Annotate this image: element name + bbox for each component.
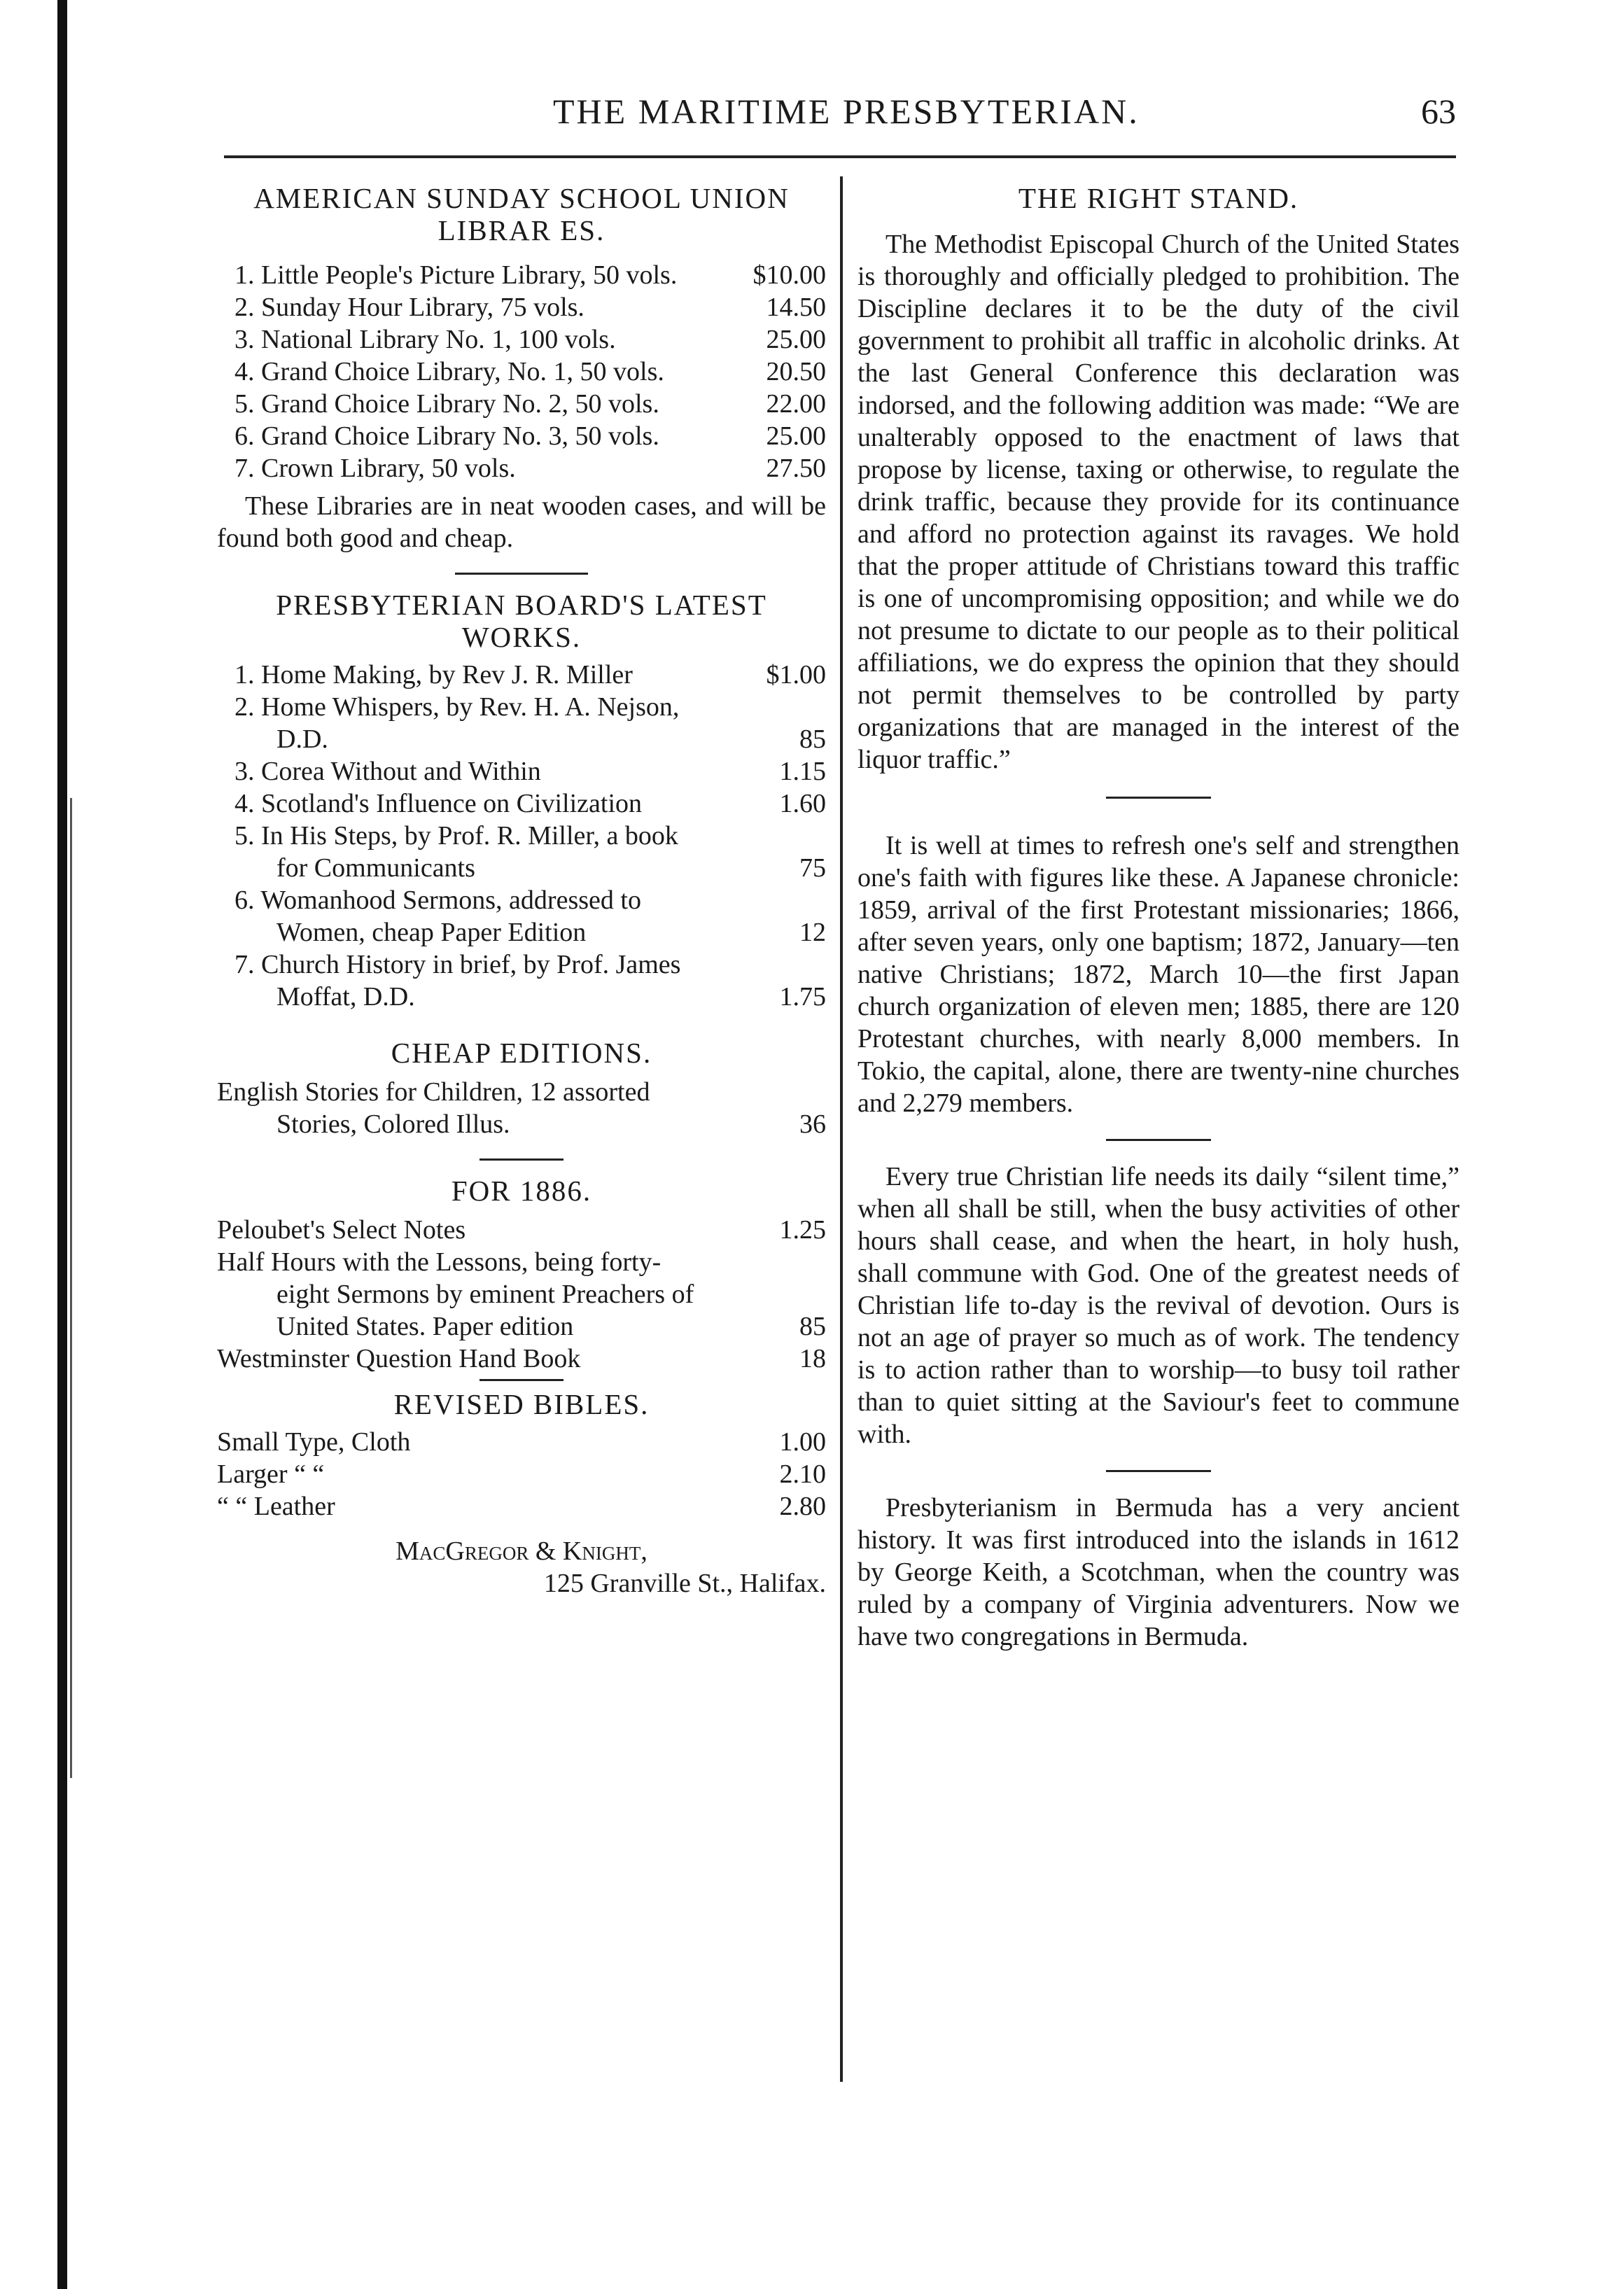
item-price: 22.00 — [766, 389, 826, 419]
list-item — [217, 788, 826, 820]
article-paragraph: The Methodist Episcopal Church of the United States is thoroughly and officially pledged to prohibition. The Discipline declares it to be the duty of the civil government to prohibit all traffic in alcoholic drinks. At the last General Conference this declaration was indorsed, and the following addition was made: “We are unalterably opposed to the enactment of laws that propose by license, taxing or otherwise, to regulate the drink traffic, because they provide for its continuance and afford no protection against its ravages. We hold that the proper attitude of Christians toward this traffic is one of uncompromising opposition; and while we do not presume to dictate to our people as to their political affiliations, we do express the opinion that they should not permit themselves to be controlled by party organizations that are managed in the interest of the liquor traffic.” — [858, 230, 1460, 774]
item-text: 5. Grand Choice Library No. 2, 50 vols. — [234, 389, 659, 419]
publisher-name: MacGregor & Knight, — [396, 1536, 648, 1566]
item-price: 1.25 — [779, 1215, 826, 1245]
section-rule — [479, 1158, 564, 1161]
list-item — [217, 323, 826, 356]
item-text: “ “ Leather — [217, 1492, 335, 1521]
list-item — [217, 1458, 826, 1490]
list-item — [217, 884, 826, 948]
article-paragraph: It is well at times to refresh one's self and strengthen one's faith with figures like these. A Japanese chronicle: 1859, arrival of the first Protestant missionaries; 1866, after seven years, only one baptism; 1872, January—ten native Christians; 1872, March 10—the first Japan church organization of eleven men; 1885, there are 120 Protestant churches, with nearly 8,000 members. In Tokio, the capital, alone, there are twenty-nine churches and 2,279 members. — [858, 831, 1460, 1118]
item-price: 18 — [799, 1344, 826, 1373]
page-number: 63 — [1421, 92, 1456, 131]
item-price: 36 — [799, 1110, 826, 1139]
right-column — [858, 182, 1460, 1653]
publisher-address: 125 Granville St., Halifax. — [543, 1569, 826, 1598]
page-header — [224, 91, 1456, 133]
list-item — [217, 259, 826, 291]
header-rule — [224, 155, 1456, 158]
item-text: 4. Scotland's Influence on Civilization — [234, 789, 643, 818]
left-column — [217, 182, 826, 1600]
item-price: $1.00 — [766, 660, 826, 690]
bibles-heading: REVISED BIBLES. — [393, 1388, 650, 1420]
item-price: 27.50 — [766, 454, 826, 483]
list-item — [217, 1246, 826, 1343]
list-item — [217, 1076, 826, 1140]
item-price: 75 — [799, 853, 826, 883]
item-text: 1. Little People's Picture Library, 50 vols. — [234, 260, 678, 290]
journal-title: THE MARITIME PRESBYTERIAN. — [553, 92, 1140, 131]
item-text: 7. Church History in brief, by Prof. James Moffat, D.D. — [234, 950, 681, 1011]
item-text: Westminster Question Hand Book — [217, 1344, 581, 1373]
item-price: 25.00 — [766, 325, 826, 354]
item-price: 1.15 — [779, 757, 826, 786]
item-price: 1.60 — [779, 789, 826, 818]
list-item — [217, 820, 826, 884]
item-text: 3. Corea Without and Within — [234, 757, 541, 786]
section-rule — [1106, 1470, 1211, 1472]
item-text: Peloubet's Select Notes — [217, 1215, 466, 1245]
section-rule — [479, 1379, 564, 1381]
list-item — [217, 1490, 826, 1522]
for1886-heading: FOR 1886. — [451, 1175, 592, 1207]
item-text: Half Hours with the Lessons, being forty-eight Sermons by eminent Preachers of United States. Paper edition — [217, 1247, 694, 1341]
list-item — [217, 659, 826, 691]
list-item — [217, 452, 826, 484]
item-price: 1.00 — [779, 1427, 826, 1457]
board-heading: PRESBYTERIAN BOARD'S LATEST WORKS. — [276, 589, 767, 653]
list-item — [217, 420, 826, 452]
item-price: $10.00 — [752, 260, 826, 290]
item-text: 6. Grand Choice Library No. 3, 50 vols. — [234, 421, 659, 451]
binding-edge — [57, 0, 67, 2289]
cheap-heading: CHEAP EDITIONS. — [391, 1037, 652, 1069]
list-item — [217, 755, 826, 788]
list-item — [217, 388, 826, 420]
item-price: 85 — [799, 724, 826, 754]
article-heading: THE RIGHT STAND. — [1018, 182, 1299, 214]
item-text: 1. Home Making, by Rev J. R. Miller — [234, 660, 633, 690]
item-text: Larger “ “ — [217, 1460, 325, 1489]
list-item — [217, 1343, 826, 1375]
section-rule — [1106, 797, 1211, 799]
list-item — [217, 356, 826, 388]
item-price: 2.10 — [779, 1460, 826, 1489]
item-price: 12 — [799, 918, 826, 947]
libraries-note: These Libraries are in neat wooden cases, and will be found both good and cheap. — [217, 491, 826, 553]
item-price: 2.80 — [779, 1492, 826, 1521]
item-text: 4. Grand Choice Library, No. 1, 50 vols. — [234, 357, 664, 386]
item-text: 2. Sunday Hour Library, 75 vols. — [234, 293, 584, 322]
item-text: 5. In His Steps, by Prof. R. Miller, a book for Communicants — [234, 821, 678, 883]
list-item — [217, 948, 826, 1013]
item-text: Small Type, Cloth — [217, 1427, 411, 1457]
article-paragraph: Presbyterianism in Bermuda has a very ancient history. It was first introduced into the islands in 1612 by George Keith, a Scotchman, when the country was ruled by a company of Virginia adventurers. Now we have two congregations in Bermuda. — [858, 1493, 1460, 1651]
list-item — [217, 291, 826, 323]
item-text: 7. Crown Library, 50 vols. — [234, 454, 516, 483]
item-price: 25.00 — [766, 421, 826, 451]
item-text: 2. Home Whispers, by Rev. H. A. Nejson, D.D. — [234, 692, 680, 754]
item-price: 85 — [799, 1312, 826, 1341]
list-item — [217, 1426, 826, 1458]
item-price: 1.75 — [779, 982, 826, 1011]
list-item — [217, 691, 826, 755]
item-text: 6. Womanhood Sermons, addressed to Women, cheap Paper Edition — [234, 886, 641, 947]
section-rule — [455, 573, 588, 575]
item-price: 20.50 — [766, 357, 826, 386]
article-paragraph: Every true Christian life needs its daily “silent time,” when all shall be still, when the busy activities of other hours shall cease, and when the heart, in holy hush, shall commune with God. One of the greatest needs of Christian life to-day is the revival of devotion. Ours is not an age of prayer so much as of work. The tendency is to action rather than to worship—to busy toil rather than to quiet sitting at the Saviour's feet to commune with. — [858, 1162, 1460, 1449]
libraries-heading: AMERICAN SUNDAY SCHOOL UNION LIBRAR ES. — [253, 182, 790, 246]
column-divider — [840, 176, 843, 2082]
binding-shadow — [70, 798, 72, 1778]
item-text: 3. National Library No. 1, 100 vols. — [234, 325, 616, 354]
section-rule — [1106, 1139, 1211, 1141]
item-text: English Stories for Children, 12 assorted Stories, Colored Illus. — [217, 1077, 650, 1139]
item-price: 14.50 — [766, 293, 826, 322]
list-item — [217, 1214, 826, 1246]
